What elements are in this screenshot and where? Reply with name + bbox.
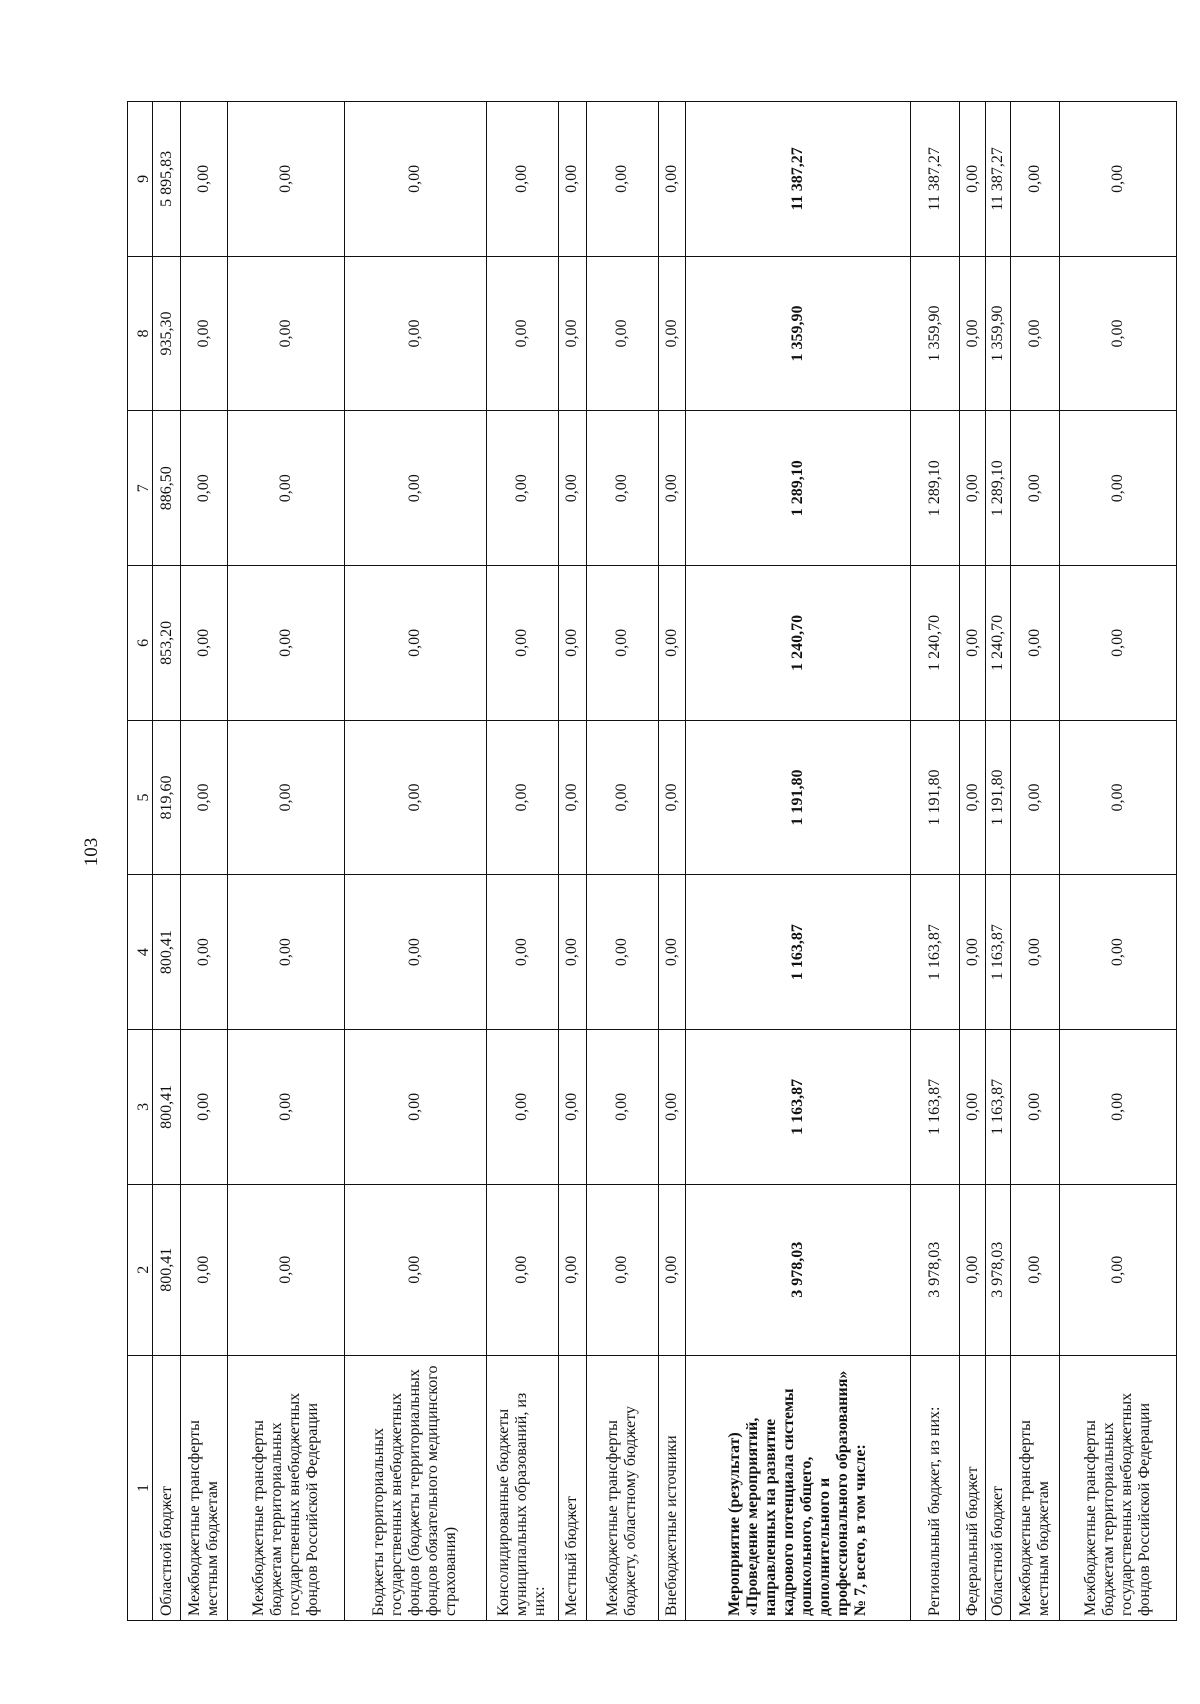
header-cell: 5: [128, 720, 153, 875]
value-cell: 0,00: [960, 1030, 985, 1185]
value-cell: 0,00: [960, 720, 985, 875]
value-cell: 0,00: [658, 411, 686, 566]
table-row: [344, 102, 486, 1621]
value-cell: 0,00: [960, 256, 985, 411]
value-cell: 0,00: [1011, 875, 1060, 1030]
value-cell: 0,00: [181, 566, 228, 721]
value-cell: 0,00: [227, 720, 344, 875]
header-cell: 3: [128, 1030, 153, 1185]
value-cell: 1 359,90: [686, 256, 911, 411]
value-cell: 935,30: [153, 256, 181, 411]
table-row: [911, 102, 960, 1621]
value-cell: 0,00: [486, 566, 558, 721]
value-cell: 0,00: [486, 102, 558, 257]
value-cell: 0,00: [486, 256, 558, 411]
row-label: Межбюджетные трансферты местным бюджетам: [181, 1355, 228, 1620]
value-cell: 0,00: [181, 102, 228, 257]
value-cell: 1 240,70: [686, 566, 911, 721]
value-cell: 1 163,87: [686, 1030, 911, 1185]
table-row: [658, 102, 686, 1621]
row-label: Внебюджетные источники: [658, 1355, 686, 1620]
value-cell: 0,00: [559, 102, 587, 257]
value-cell: 800,41: [153, 1030, 181, 1185]
header-cell: 9: [128, 102, 153, 257]
value-cell: 800,41: [153, 1184, 181, 1355]
value-cell: 0,00: [559, 1030, 587, 1185]
value-cell: 0,00: [658, 1184, 686, 1355]
table-row: [686, 102, 911, 1621]
value-cell: 3 978,03: [985, 1184, 1010, 1355]
value-cell: 5 895,83: [153, 102, 181, 257]
value-cell: 0,00: [344, 102, 486, 257]
value-cell: 0,00: [960, 875, 985, 1030]
value-cell: 886,50: [153, 411, 181, 566]
value-cell: 1 163,87: [911, 1030, 960, 1185]
table-row: [960, 102, 985, 1621]
page-number: 103: [81, 837, 102, 867]
row-label: Областной бюджет: [153, 1355, 181, 1620]
value-cell: 0,00: [658, 256, 686, 411]
value-cell: 0,00: [486, 1184, 558, 1355]
row-label: Бюджеты территориальных государственных внебюджетных фондов (бюджеты территориальных фондов обязательного медицинского страхования): [344, 1355, 486, 1620]
header-row: [128, 102, 153, 1621]
table-row: [181, 102, 228, 1621]
value-cell: 0,00: [181, 720, 228, 875]
value-cell: 0,00: [344, 256, 486, 411]
value-cell: 0,00: [181, 411, 228, 566]
value-cell: 0,00: [344, 1184, 486, 1355]
value-cell: 0,00: [1060, 566, 1177, 721]
value-cell: 0,00: [586, 875, 658, 1030]
value-cell: 0,00: [344, 720, 486, 875]
row-label: Мероприятие (результат) «Проведение мероприятий, направленных на развитие кадрового потенциала системы дошкольного, общего, дополнительного и профессионального образования» № 7, всего, в том числе:: [686, 1355, 911, 1620]
row-label: Местный бюджет: [559, 1355, 587, 1620]
value-cell: 0,00: [586, 256, 658, 411]
table-row: [559, 102, 587, 1621]
value-cell: 1 163,87: [985, 875, 1010, 1030]
value-cell: 0,00: [1060, 256, 1177, 411]
value-cell: 0,00: [586, 1030, 658, 1185]
value-cell: 0,00: [181, 256, 228, 411]
row-label: Федеральный бюджет: [960, 1355, 985, 1620]
value-cell: 3 978,03: [911, 1184, 960, 1355]
row-label: Межбюджетные трансферты бюджетам территориальных государственных внебюджетных фондов Российской Федерации: [1060, 1355, 1177, 1620]
value-cell: 0,00: [960, 411, 985, 566]
value-cell: 1 163,87: [985, 1030, 1010, 1185]
value-cell: 0,00: [1060, 411, 1177, 566]
value-cell: 3 978,03: [686, 1184, 911, 1355]
value-cell: 819,60: [153, 720, 181, 875]
value-cell: 0,00: [559, 256, 587, 411]
value-cell: 0,00: [1060, 720, 1177, 875]
value-cell: 0,00: [960, 102, 985, 257]
value-cell: 853,20: [153, 566, 181, 721]
value-cell: 1 191,80: [985, 720, 1010, 875]
value-cell: 0,00: [344, 875, 486, 1030]
value-cell: 1 289,10: [911, 411, 960, 566]
rotated-table-container: [127, 101, 1177, 1621]
value-cell: 0,00: [1011, 566, 1060, 721]
value-cell: 0,00: [1011, 411, 1060, 566]
value-cell: 0,00: [227, 411, 344, 566]
value-cell: 1 359,90: [985, 256, 1010, 411]
value-cell: 0,00: [227, 256, 344, 411]
value-cell: 0,00: [227, 1030, 344, 1185]
value-cell: 0,00: [1060, 102, 1177, 257]
value-cell: 0,00: [344, 566, 486, 721]
value-cell: 1 163,87: [686, 875, 911, 1030]
value-cell: 0,00: [586, 102, 658, 257]
table-row: [153, 102, 181, 1621]
row-label: Областной бюджет: [985, 1355, 1010, 1620]
header-cell: 7: [128, 411, 153, 566]
value-cell: 0,00: [1060, 875, 1177, 1030]
table-row: [1011, 102, 1060, 1621]
value-cell: 11 387,27: [985, 102, 1010, 257]
value-cell: 0,00: [1011, 102, 1060, 257]
value-cell: 0,00: [1011, 256, 1060, 411]
value-cell: 800,41: [153, 875, 181, 1030]
value-cell: 0,00: [227, 566, 344, 721]
value-cell: 0,00: [344, 411, 486, 566]
value-cell: 1 359,90: [911, 256, 960, 411]
value-cell: 0,00: [658, 102, 686, 257]
value-cell: 1 191,80: [686, 720, 911, 875]
value-cell: 0,00: [586, 1184, 658, 1355]
row-label: Межбюджетные трансферты местным бюджетам: [1011, 1355, 1060, 1620]
budget-table: [127, 101, 1177, 1621]
value-cell: 1 289,10: [686, 411, 911, 566]
header-cell: 4: [128, 875, 153, 1030]
value-cell: 11 387,27: [686, 102, 911, 257]
value-cell: 1 163,87: [911, 875, 960, 1030]
value-cell: 0,00: [559, 720, 587, 875]
value-cell: 0,00: [486, 875, 558, 1030]
value-cell: 0,00: [181, 1184, 228, 1355]
value-cell: 0,00: [486, 1030, 558, 1185]
value-cell: 0,00: [227, 1184, 344, 1355]
value-cell: 0,00: [1060, 1030, 1177, 1185]
value-cell: 0,00: [1011, 1030, 1060, 1185]
value-cell: 0,00: [960, 566, 985, 721]
header-cell: 2: [128, 1184, 153, 1355]
header-cell: 1: [128, 1355, 153, 1620]
value-cell: 0,00: [227, 102, 344, 257]
header-cell: 8: [128, 256, 153, 411]
value-cell: 0,00: [658, 566, 686, 721]
row-label: Региональный бюджет, из них:: [911, 1355, 960, 1620]
value-cell: 1 240,70: [911, 566, 960, 721]
value-cell: 0,00: [559, 411, 587, 566]
value-cell: 0,00: [586, 566, 658, 721]
header-cell: 6: [128, 566, 153, 721]
value-cell: 1 240,70: [985, 566, 1010, 721]
row-label: Межбюджетные трансферты бюджету, областному бюджету: [586, 1355, 658, 1620]
row-label: Консолидированные бюджеты муниципальных образований, из них:: [486, 1355, 558, 1620]
value-cell: 0,00: [658, 720, 686, 875]
value-cell: 0,00: [486, 411, 558, 566]
table-row: [486, 102, 558, 1621]
value-cell: 0,00: [181, 875, 228, 1030]
value-cell: 0,00: [1060, 1184, 1177, 1355]
value-cell: 0,00: [960, 1184, 985, 1355]
value-cell: 0,00: [1011, 1184, 1060, 1355]
table-row: [1060, 102, 1177, 1621]
table-row: [227, 102, 344, 1621]
value-cell: 0,00: [658, 1030, 686, 1185]
value-cell: 1 191,80: [911, 720, 960, 875]
value-cell: 0,00: [559, 1184, 587, 1355]
value-cell: 0,00: [559, 875, 587, 1030]
value-cell: 0,00: [559, 566, 587, 721]
value-cell: 0,00: [586, 720, 658, 875]
table-row: [985, 102, 1010, 1621]
value-cell: 0,00: [486, 720, 558, 875]
value-cell: 0,00: [658, 875, 686, 1030]
table-row: [586, 102, 658, 1621]
row-label: Межбюджетные трансферты бюджетам территориальных государственных внебюджетных фондов Российской Федерации: [227, 1355, 344, 1620]
value-cell: 0,00: [227, 875, 344, 1030]
value-cell: 0,00: [181, 1030, 228, 1185]
value-cell: 0,00: [586, 411, 658, 566]
value-cell: 11 387,27: [911, 102, 960, 257]
value-cell: 0,00: [344, 1030, 486, 1185]
value-cell: 0,00: [1011, 720, 1060, 875]
value-cell: 1 289,10: [985, 411, 1010, 566]
